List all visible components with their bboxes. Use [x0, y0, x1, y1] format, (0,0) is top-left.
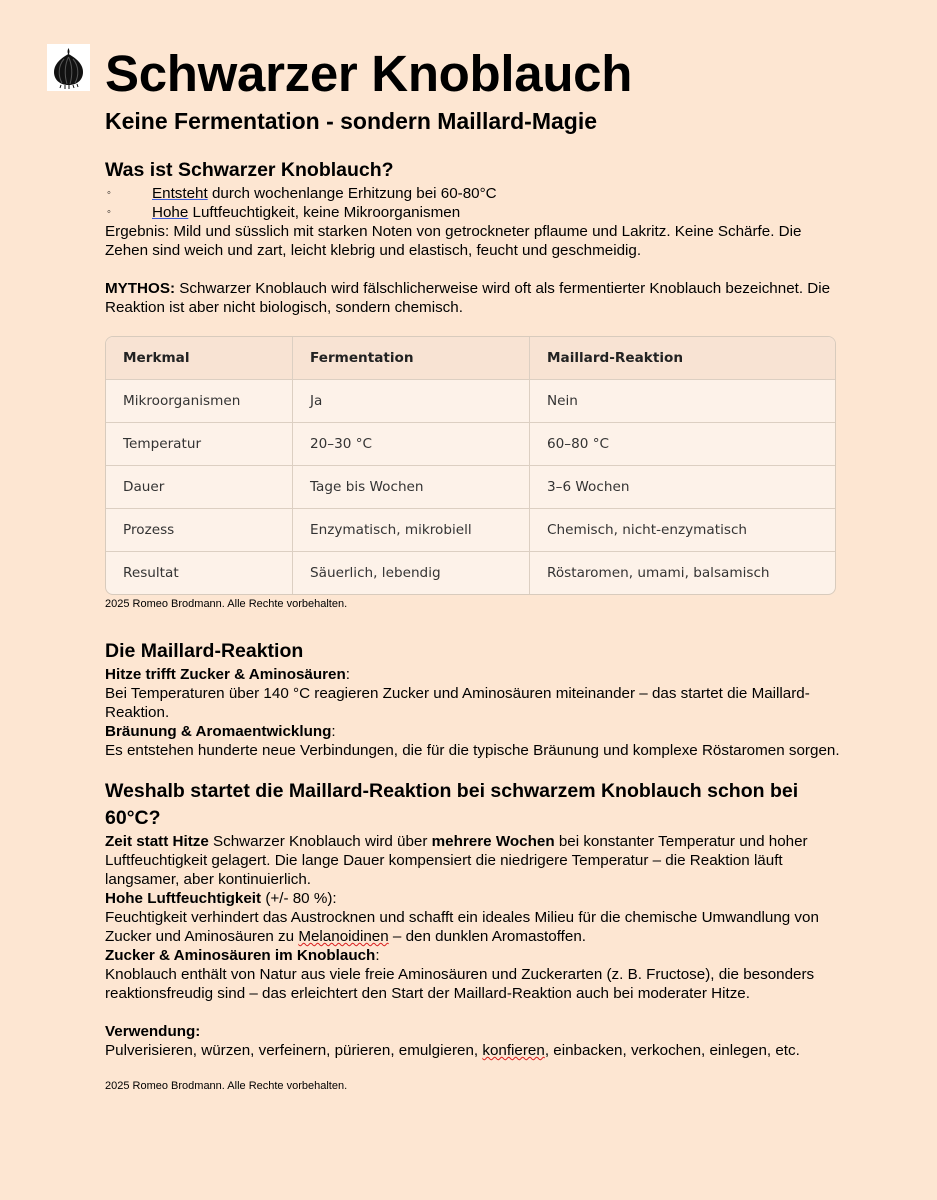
underlined-word: Entsteht	[152, 185, 208, 202]
table-cell: 3–6 Wochen	[530, 466, 836, 509]
section-heading-maillard: Die Maillard-Reaktion	[105, 640, 304, 662]
result-paragraph: Ergebnis: Mild und süsslich mit starken Noten von getrockneter pflaume und Lakritz. Keine Schärfe. Die Zehen sind weich und zart, leicht klebrig und elastisch, feucht und geschmeidig.	[105, 223, 802, 259]
maillard-point-label: Hitze trifft Zucker & Aminosäuren:	[105, 666, 351, 683]
bullet-text: Luftfeuchtigkeit, keine Mikroorganismen	[188, 204, 461, 221]
table-cell: Prozess	[106, 509, 293, 552]
usage-text: Pulverisieren, würzen, verfeinern, pürieren, emulgieren, konfieren, einbacken, verkochen, einlegen, etc.	[105, 1042, 800, 1059]
maillard-point-label: Bräunung & Aromaentwicklung:	[105, 723, 336, 740]
table-cell: Ja	[293, 380, 530, 423]
table-cell: Dauer	[106, 466, 293, 509]
copyright-note: 2025 Romeo Brodmann. Alle Rechte vorbehalten.	[105, 598, 348, 610]
table-row	[106, 466, 835, 509]
main-content	[105, 156, 840, 1093]
section-heading-what-is: Was ist Schwarzer Knoblauch?	[105, 159, 394, 181]
table-row	[106, 423, 835, 466]
table-cell: Mikroorganismen	[106, 380, 293, 423]
column-header: Fermentation	[293, 337, 530, 380]
column-header: Merkmal	[106, 337, 293, 380]
table-cell: Temperatur	[106, 423, 293, 466]
bullet-marker: ◦	[107, 206, 111, 218]
section-heading-why: Weshalb startet die Maillard-Reaktion bei schwarzem Knoblauch schon bei 60°C?	[105, 780, 799, 829]
myth-text: Schwarzer Knoblauch wird fälschlicherweise wird oft als fermentierter Knoblauch bezeichnet. Die Reaktion ist aber nicht biologisch, sondern chemisch.	[105, 280, 831, 316]
underlined-word: Hohe	[152, 204, 189, 221]
table-row	[106, 509, 835, 552]
table-cell: Enzymatisch, mikrobiell	[293, 509, 530, 552]
table-cell: Röstaromen, umami, balsamisch	[547, 564, 770, 581]
maillard-point-text: Es entstehen hunderte neue Verbindungen, die für die typische Bräunung und komplexe Röstaromen sorgen.	[105, 742, 840, 759]
why-point-label: Zucker & Aminosäuren im Knoblauch:	[105, 947, 380, 964]
table-cell: Chemisch, nicht-enzymatisch	[530, 509, 836, 552]
table-header-row	[106, 337, 835, 380]
why-point-label: Hohe Luftfeuchtigkeit (+/- 80 %):	[105, 890, 337, 907]
bullet-text: durch wochenlange Erhitzung bei 60-80°C	[207, 185, 497, 202]
why-point-text: Feuchtigkeit verhindert das Austrocknen und schafft ein ideales Milieu für die chemische Umwandlung von Zucker und Aminosäuren zu Melanoidinen – den dunklen Aromastoffen.	[105, 909, 819, 945]
table-cell: Nein	[530, 380, 836, 423]
table-cell: Resultat	[106, 552, 293, 595]
list-item	[105, 203, 840, 222]
copyright-note: 2025 Romeo Brodmann. Alle Rechte vorbehalten.	[105, 1080, 348, 1092]
list-item	[105, 184, 840, 203]
table-row	[106, 552, 835, 595]
spellcheck-word: Melanoidinen	[298, 928, 389, 945]
comparison-table	[105, 336, 836, 595]
why-point-text: Knoblauch enthält von Natur aus viele freie Aminosäuren und Zuckerarten (z. B. Fructose), die besonders reaktionsfreudig sind – das erleichtert den Start der Maillard-Reaktion auch bei moderater Hitze.	[105, 966, 815, 1002]
garlic-logo-icon	[47, 44, 90, 91]
myth-label: MYTHOS:	[105, 280, 176, 297]
table-cell: 60–80 °C	[530, 423, 836, 466]
usage-label: Verwendung:	[105, 1023, 201, 1040]
maillard-point-text: Bei Temperaturen über 140 °C reagieren Zucker und Aminosäuren miteinander – das startet die Maillard-Reaktion.	[105, 685, 810, 721]
bullet-marker: ◦	[107, 187, 111, 199]
table-row	[106, 380, 835, 423]
column-header: Maillard-Reaktion	[530, 337, 836, 380]
page-title: Schwarzer Knoblauch	[105, 45, 633, 102]
table-cell: Säuerlich, lebendig	[293, 552, 530, 595]
page-subtitle: Keine Fermentation - sondern Maillard-Magie	[105, 108, 598, 134]
spellcheck-word: konfieren	[482, 1042, 545, 1059]
table-cell: Tage bis Wochen	[293, 466, 530, 509]
myth-paragraph	[105, 279, 840, 317]
why-paragraph: Zeit statt Hitze Schwarzer Knoblauch wird über mehrere Wochen bei konstanter Temperatur und hoher Luftfeuchtigkeit gelagert. Die lange Dauer kompensiert die niedrigere Temperatur – die Reaktion läuft langsamer, aber kontinuierlich.	[105, 833, 808, 888]
table-cell: 20–30 °C	[293, 423, 530, 466]
